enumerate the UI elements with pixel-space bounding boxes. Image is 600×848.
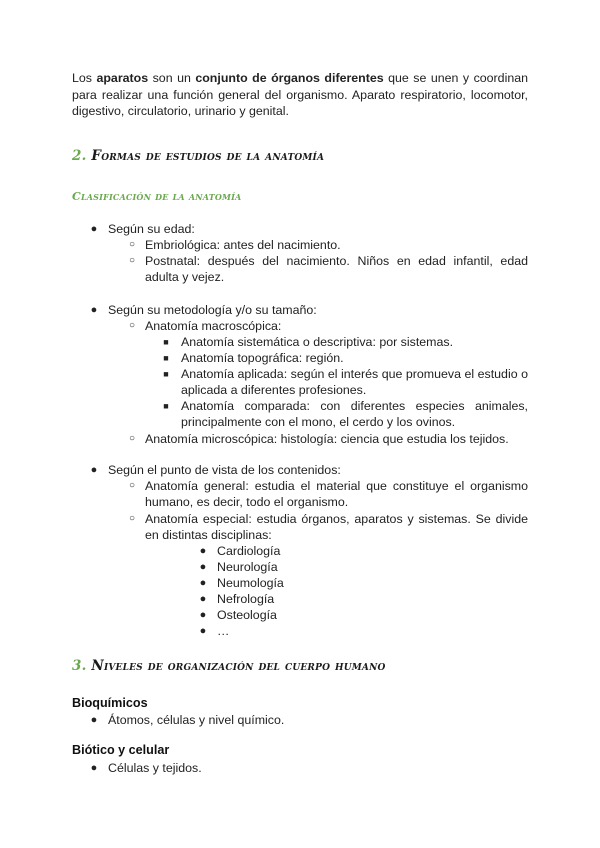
- anatomia-especial: Anatomía especial: estudia órganos, aparatos y sistemas. Se divide en distintas disciplinas:: [145, 512, 528, 542]
- bullet-disc-icon: ●: [90, 304, 98, 316]
- disciplina-item: Neumología: [217, 576, 284, 590]
- bioquimicos-heading: Bioquímicos: [72, 696, 148, 710]
- section-3-number: 3.: [72, 658, 87, 674]
- section-3-title: Niveles de organización del cuerpo humano: [91, 658, 386, 674]
- bullet-circle-icon: ○: [128, 433, 136, 444]
- macro-item: Anatomía topográfica: región.: [181, 351, 344, 365]
- bullet-disc-icon: ●: [199, 577, 207, 589]
- edad-item: Postnatal: después del nacimiento. Niños en edad infantil, edad adulta y vejez.: [145, 254, 528, 284]
- disciplina-item: Neurología: [217, 560, 278, 574]
- anatomia-general: Anatomía general: estudia el material que constituye el organismo humano, es decir, todo el organismo.: [145, 479, 528, 509]
- intro-paragraph: [72, 70, 528, 120]
- bullet-disc-icon: ●: [90, 714, 98, 726]
- edad-label: Según su edad:: [108, 222, 195, 236]
- bullet-disc-icon: ●: [199, 609, 207, 621]
- contenidos-label: Según el punto de vista de los contenidos:: [108, 463, 341, 477]
- bullet-disc-icon: ●: [199, 593, 207, 605]
- disciplina-item: …: [217, 624, 230, 638]
- bullet-square-icon: ■: [163, 401, 169, 411]
- intro-text-2: son un: [148, 71, 196, 85]
- section-2-heading: [72, 148, 324, 164]
- macro-item: Anatomía comparada: con diferentes especies animales, principalmente con el mono, el cerdo y los ovinos.: [181, 399, 528, 429]
- bullet-circle-icon: ○: [128, 513, 136, 524]
- disciplina-item: Cardiología: [217, 544, 281, 558]
- intro-bold-aparatos: aparatos: [96, 71, 149, 85]
- bullet-disc-icon: ●: [90, 223, 98, 235]
- micro-label: Anatomía microscópica: histología: ciencia que estudia los tejidos.: [145, 432, 509, 446]
- bullet-disc-icon: ●: [199, 545, 207, 557]
- section-2-subheading: Clasificación de la anatomía: [72, 190, 242, 203]
- bullet-disc-icon: ●: [199, 561, 207, 573]
- bullet-square-icon: ■: [163, 369, 169, 379]
- bullet-circle-icon: ○: [128, 255, 136, 266]
- section-2-number: 2.: [72, 148, 87, 164]
- section-3-heading: [72, 658, 386, 674]
- bullet-circle-icon: ○: [128, 480, 136, 491]
- macro-label: Anatomía macroscópica:: [145, 319, 282, 333]
- intro-bold-conjunto: conjunto de órganos diferentes: [195, 71, 384, 85]
- bioquimicos-item: Átomos, células y nivel químico.: [108, 713, 285, 727]
- metodologia-label: Según su metodología y/o su tamaño:: [108, 303, 317, 317]
- bullet-circle-icon: ○: [128, 239, 136, 250]
- edad-item: Embriológica: antes del nacimiento.: [145, 238, 341, 252]
- intro-text-3: que se unen y coordinan para realizar una función general del organismo. Aparato respiratorio, locomotor, digestivo, circulatorio, urinario y genital.: [72, 71, 529, 118]
- section-2-title: Formas de estudios de la anatomía: [91, 148, 325, 164]
- disciplina-item: Nefrología: [217, 592, 275, 606]
- disciplina-item: Osteología: [217, 608, 277, 622]
- bullet-disc-icon: ●: [90, 762, 98, 774]
- macro-item: Anatomía sistemática o descriptiva: por sistemas.: [181, 335, 454, 349]
- biotico-heading: Biótico y celular: [72, 743, 170, 757]
- bullet-square-icon: ■: [163, 337, 169, 347]
- macro-item: Anatomía aplicada: según el interés que promueva el estudio o aplicada a diferentes profesiones.: [181, 367, 528, 397]
- intro-text-1: Los: [72, 71, 97, 85]
- biotico-item: Células y tejidos.: [108, 761, 202, 775]
- bullet-disc-icon: ●: [90, 464, 98, 476]
- bullet-circle-icon: ○: [128, 320, 136, 331]
- bullet-square-icon: ■: [163, 353, 169, 363]
- bullet-disc-icon: ●: [199, 625, 207, 637]
